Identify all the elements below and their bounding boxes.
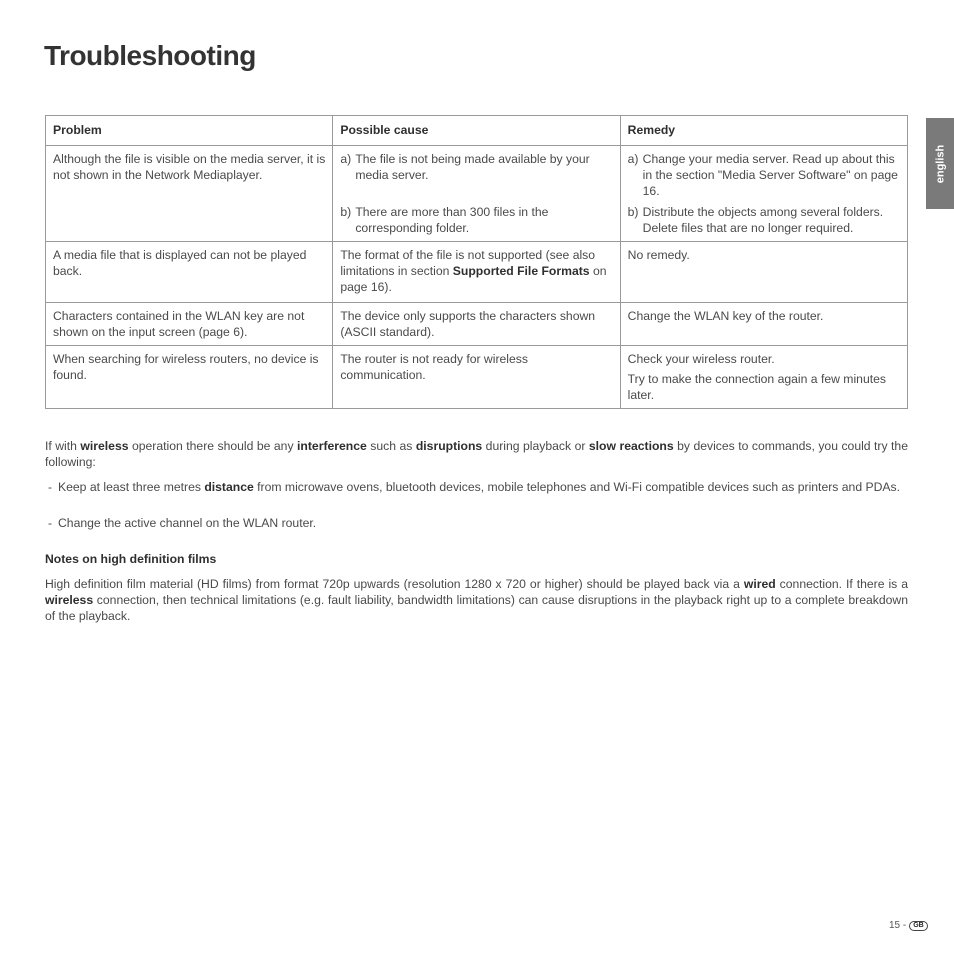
item-text: There are more than 300 files in the corresponding folder. xyxy=(355,205,549,235)
text-run: If with xyxy=(45,439,81,453)
bullet-dash: - xyxy=(48,516,53,530)
item-text: The file is not being made available by your media server. xyxy=(355,152,590,182)
remedy-line: Check your wireless router. xyxy=(627,352,775,366)
cause-item xyxy=(340,204,613,236)
remedy-line: Try to make the connection again a few minutes later. xyxy=(627,372,886,402)
bold-term: wireless xyxy=(80,439,129,453)
problem-cell: Characters contained in the WLAN key are not shown on the input screen (page 6). xyxy=(46,303,333,346)
item-label: b) xyxy=(340,205,352,219)
item-text: Distribute the objects among several folders. Delete files that are no longer required. xyxy=(642,205,884,235)
cause-text-end: on page 16). xyxy=(340,264,607,294)
item-label: a) xyxy=(627,152,639,166)
header-problem: Problem xyxy=(46,116,333,146)
language-tab-label: english xyxy=(934,144,947,183)
problem-cell: A media file that is displayed can not be played back. xyxy=(46,242,333,303)
bold-term: slow reactions xyxy=(588,439,674,453)
table-row xyxy=(46,346,908,409)
bold-term: disruptions xyxy=(415,439,483,453)
troubleshooting-table xyxy=(45,115,908,409)
text-run: during playback or xyxy=(482,439,589,453)
remedy-cell xyxy=(620,146,907,242)
cause-text: The format of the file is not supported (see also limitations in section xyxy=(340,248,596,278)
table-row xyxy=(46,242,908,303)
cause-section-ref: Supported File Formats xyxy=(452,264,590,278)
hd-heading: Notes on high definition films xyxy=(45,552,217,566)
table-row xyxy=(46,146,908,242)
remedy-item xyxy=(628,204,901,236)
country-badge: GB xyxy=(909,921,928,931)
text-run: Keep at least three metres xyxy=(58,480,205,494)
problem-cell: When searching for wireless routers, no device is found. xyxy=(46,346,333,409)
text-run: such as xyxy=(366,439,416,453)
text-run: by devices to commands, you could try the following: xyxy=(45,439,908,469)
item-label: a) xyxy=(340,152,352,166)
text-run: High definition film material (HD films) from format 720p upwards (resolution 1280 x 720 or higher) should be played back via a xyxy=(45,577,744,591)
text-run: from microwave ovens, bluetooth devices, mobile telephones and Wi-Fi compatible devices such as printers and PDAs. xyxy=(253,480,901,494)
page-title: Troubleshooting xyxy=(44,40,256,71)
page-number: 15 - xyxy=(889,920,907,931)
bullet-text: Change the active channel on the WLAN router. xyxy=(58,516,317,530)
remedy-cell xyxy=(620,346,907,409)
cause-cell: The router is not ready for wireless communication. xyxy=(333,346,620,409)
list-item xyxy=(48,479,908,495)
remedy-item xyxy=(628,151,901,199)
header-remedy: Remedy xyxy=(620,116,907,146)
list-item xyxy=(48,515,908,531)
table-row xyxy=(46,303,908,346)
bold-term: distance xyxy=(204,480,254,494)
bold-term: wireless xyxy=(45,593,94,607)
hd-paragraph xyxy=(45,576,908,624)
bullet-dash: - xyxy=(48,480,53,494)
text-run: operation there should be any xyxy=(128,439,298,453)
page-footer xyxy=(889,918,928,934)
cause-cell xyxy=(333,146,620,242)
language-tab xyxy=(926,118,954,209)
remedy-cell: Change the WLAN key of the router. xyxy=(620,303,907,346)
item-label: b) xyxy=(627,205,639,219)
cause-cell: The device only supports the characters shown (ASCII standard). xyxy=(333,303,620,346)
bold-term: wired xyxy=(743,577,776,591)
text-run: connection. If there is a xyxy=(775,577,908,591)
cause-cell xyxy=(333,242,620,303)
bullet-text xyxy=(58,479,908,495)
item-text: Change your media server. Read up about this in the section "Media Server Software" on page 16. xyxy=(642,152,898,198)
problem-cell: Although the file is visible on the media server, it is not shown in the Network Mediaplayer. xyxy=(46,146,333,242)
bold-term: interference xyxy=(297,439,367,453)
table-header-row xyxy=(46,116,908,146)
text-run: connection, then technical limitations (e.g. fault liability, bandwidth limitations) can cause disruptions in the playback right up to a complete breakdown of the playback. xyxy=(45,593,908,623)
remedy-cell: No remedy. xyxy=(620,242,907,303)
cause-item xyxy=(340,151,613,183)
header-possible-cause: Possible cause xyxy=(333,116,620,146)
interference-paragraph xyxy=(45,438,908,470)
